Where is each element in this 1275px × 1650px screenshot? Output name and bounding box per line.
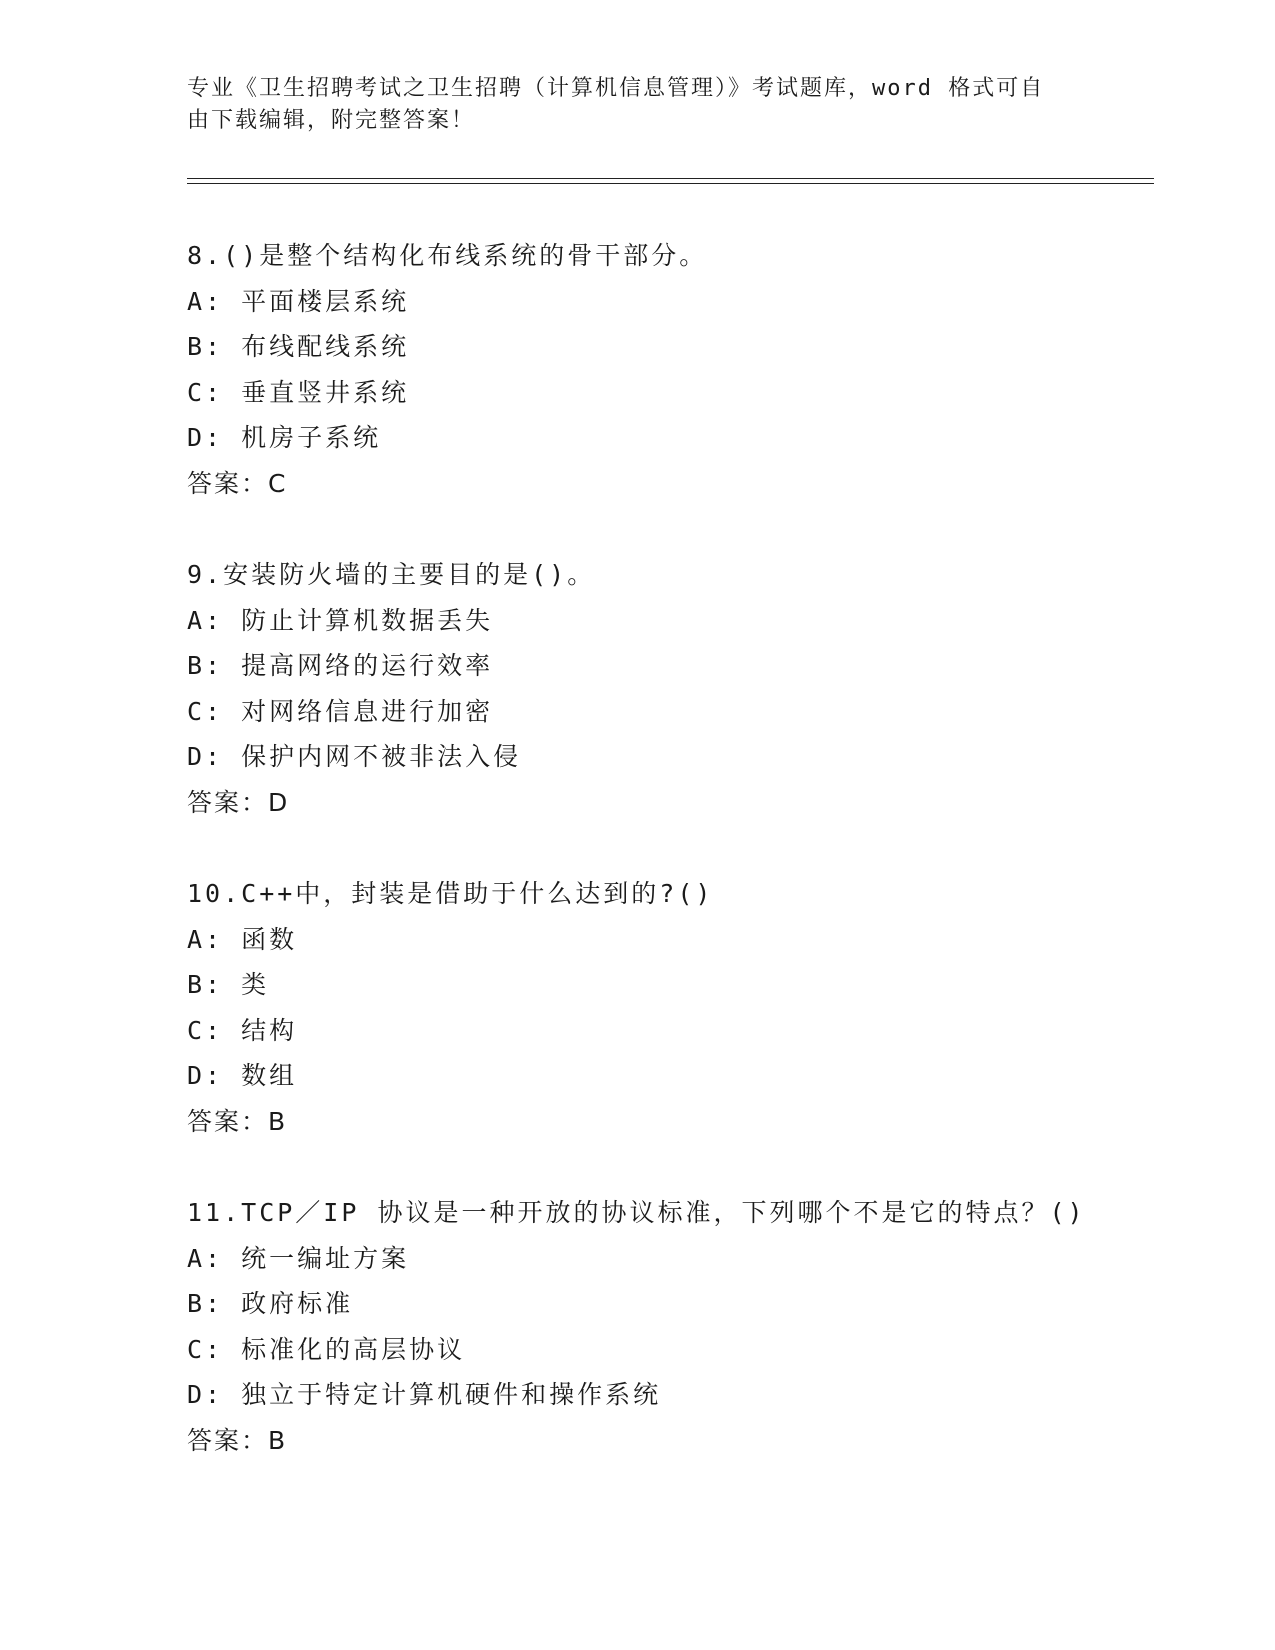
question-stem: 8.()是整个结构化布线系统的骨干部分。 [187,241,708,270]
header-line-2: 由下载编辑，附完整答案！ [187,108,476,133]
question-stem: 11.TCP／IP 协议是一种开放的协议标准，下列哪个不是它的特点？() [187,1198,1086,1227]
option-c: C: 对网络信息进行加密 [187,696,494,726]
option-c: C: 标准化的高层协议 [187,1334,466,1364]
option-a: A: 统一编址方案 [187,1243,410,1273]
header-line-1: 专业《卫生招聘考试之卫生招聘（计算机信息管理）》考试题库，word 格式可自 [187,76,1045,101]
question-stem: 9.安装防火墙的主要目的是()。 [187,560,596,589]
answer: 答案：D [187,787,290,817]
answer: 答案：B [187,1106,288,1136]
document-header [187,73,1067,137]
option-d: D: 独立于特定计算机硬件和操作系统 [187,1380,662,1409]
option-d: D: 数组 [187,1061,298,1090]
option-c: C: 结构 [187,1015,298,1045]
answer: 答案：C [187,468,288,498]
option-c: C: 垂直竖井系统 [187,377,410,407]
question-9 [187,552,1147,825]
option-d: D: 保护内网不被非法入侵 [187,742,522,771]
header-divider-bottom [187,183,1154,184]
option-b: B: 布线配线系统 [187,332,410,361]
option-d: D: 机房子系统 [187,423,382,452]
option-a: A: 函数 [187,924,298,954]
option-b: B: 政府标准 [187,1289,354,1318]
option-b: B: 类 [187,970,270,999]
question-11 [187,1190,1147,1463]
answer: 答案：B [187,1425,288,1455]
option-b: B: 提高网络的运行效率 [187,651,494,680]
question-8 [187,233,1147,506]
question-stem: 10.C++中，封装是借助于什么达到的?() [187,879,714,908]
option-a: A: 平面楼层系统 [187,286,410,316]
question-10 [187,871,1147,1144]
header-divider-top [187,178,1154,179]
option-a: A: 防止计算机数据丢失 [187,605,494,635]
